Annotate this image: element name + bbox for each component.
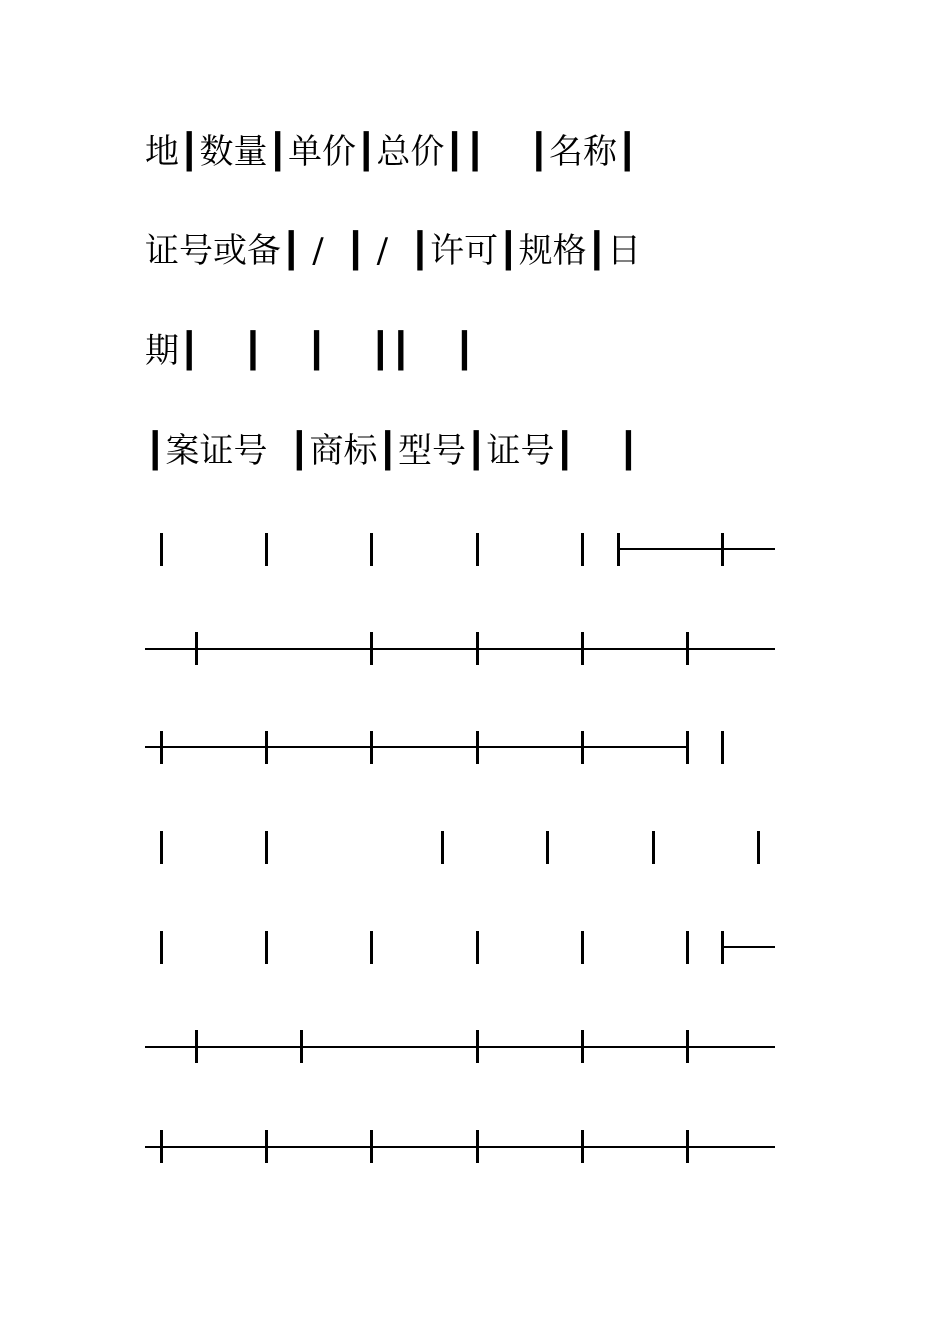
table-horizontal-rule — [145, 1146, 775, 1148]
table-text-line-3: 期┃ ┃ ┃ ┃┃ ┃ — [145, 331, 475, 371]
table-vertical-bar — [265, 831, 268, 864]
table-vertical-bar — [652, 831, 655, 864]
table-vertical-bar — [581, 731, 584, 764]
table-vertical-bar — [476, 533, 479, 566]
table-vertical-bar — [441, 831, 444, 864]
table-horizontal-rule — [617, 548, 775, 550]
table-vertical-bar — [160, 731, 163, 764]
table-vertical-bar — [195, 1030, 198, 1063]
table-vertical-bar — [476, 931, 479, 964]
table-horizontal-rule — [145, 1046, 775, 1048]
table-text-line-1: 地┃数量┃单价┃总价┃┃ ┃名称┃ — [145, 132, 638, 172]
table-horizontal-rule — [145, 648, 775, 650]
table-vertical-bar — [476, 632, 479, 665]
table-vertical-bar — [265, 931, 268, 964]
table-vertical-bar — [686, 931, 689, 964]
table-vertical-bar — [265, 533, 268, 566]
table-vertical-bar — [300, 1030, 303, 1063]
table-vertical-bar — [370, 533, 373, 566]
table-vertical-bar — [195, 632, 198, 665]
table-vertical-bar — [581, 533, 584, 566]
table-vertical-bar — [160, 533, 163, 566]
table-vertical-bar — [686, 1030, 689, 1063]
table-text-line-2: 证号或备┃ / ┃ / ┃许可┃规格┃日 — [145, 231, 642, 271]
table-vertical-bar — [476, 731, 479, 764]
table-text-line-4: ┃案证号 ┃商标┃型号┃证号┃ ┃ — [145, 431, 639, 471]
table-vertical-bar — [581, 931, 584, 964]
table-vertical-bar — [370, 731, 373, 764]
table-vertical-bar — [160, 831, 163, 864]
table-vertical-bar — [265, 731, 268, 764]
table-vertical-bar — [721, 731, 724, 764]
table-vertical-bar — [581, 1030, 584, 1063]
table-horizontal-rule — [721, 946, 775, 948]
table-horizontal-rule — [145, 746, 688, 748]
table-vertical-bar — [686, 1130, 689, 1163]
table-vertical-bar — [757, 831, 760, 864]
table-vertical-bar — [476, 1030, 479, 1063]
table-vertical-bar — [581, 632, 584, 665]
table-vertical-bar — [370, 931, 373, 964]
table-vertical-bar — [686, 632, 689, 665]
table-vertical-bar — [546, 831, 549, 864]
table-vertical-bar — [370, 632, 373, 665]
table-vertical-bar — [160, 1130, 163, 1163]
table-vertical-bar — [160, 931, 163, 964]
table-vertical-bar — [476, 1130, 479, 1163]
table-vertical-bar — [370, 1130, 373, 1163]
table-vertical-bar — [265, 1130, 268, 1163]
table-vertical-bar — [581, 1130, 584, 1163]
table-vertical-bar — [686, 731, 689, 764]
